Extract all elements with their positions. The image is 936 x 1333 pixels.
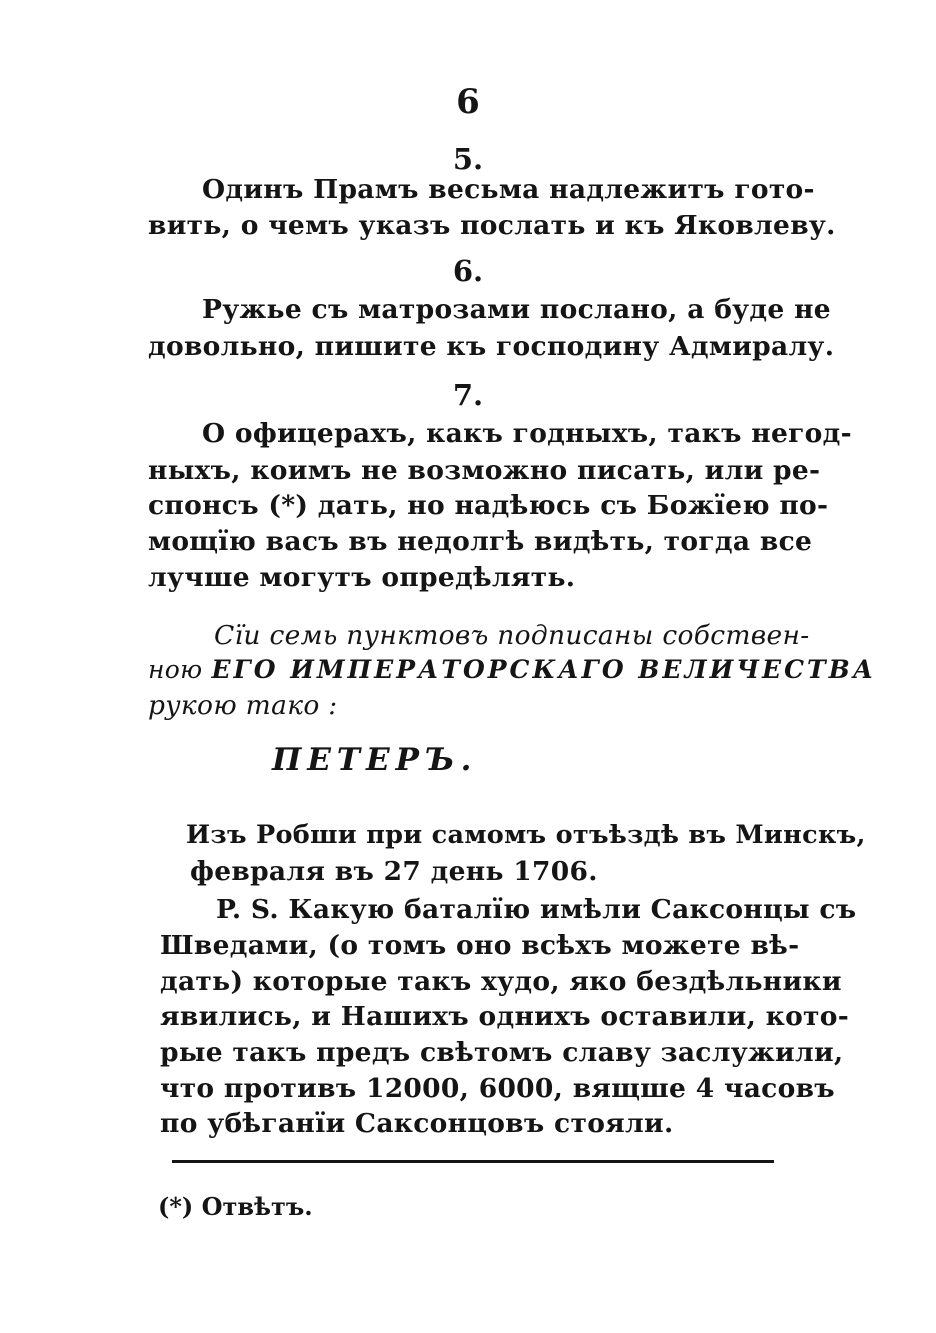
text-line: ныхъ, коимъ не возможно писать, или ре- <box>148 455 821 486</box>
postscript-line: рые такъ предъ свѣтомъ славу заслужили, <box>160 1037 844 1068</box>
text-line: Ружье съ матрозами послано, а буде не <box>202 294 831 325</box>
item-number: 6. <box>452 254 484 288</box>
item-number: 5. <box>452 142 484 176</box>
postscript-line: что противъ 12000, 6000, вящше 4 часовъ <box>160 1073 835 1104</box>
signature-note-prefix: ною <box>148 655 203 684</box>
signature-note-line <box>148 655 876 684</box>
text-line: мощїю васъ въ недолгѣ видѣть, тогда все <box>148 526 813 557</box>
text-line: лучше могутъ опредѣлять. <box>148 562 576 593</box>
postscript-line: по убѣганїи Саксонцовъ стояли. <box>160 1108 674 1139</box>
text-line: О офицерахъ, какъ годныхъ, такъ негод- <box>202 418 852 449</box>
text-line: вить, о чемъ указъ послать и къ Яковлеву. <box>148 210 836 241</box>
page-number: 6 <box>456 82 480 122</box>
text-line: спонсъ (*) дать, но надѣюсь съ Божїею по- <box>148 490 829 521</box>
postscript-line: дать) которые такъ худо, яко бездѣльники <box>160 966 842 997</box>
item-number: 7. <box>452 378 484 412</box>
signature-note-line: рукою тако : <box>148 690 338 721</box>
postscript-line: P. S. Какую баталїю имѣли Саксонцы съ <box>216 894 857 925</box>
signature: ПЕТЕРЪ. <box>272 742 478 778</box>
postscript-line: Шведами, (о томъ оно всѣхъ можете вѣ- <box>160 930 800 961</box>
text-line: довольно, пишите къ господину Адмиралу. <box>148 331 835 362</box>
dateline-line: Изъ Робши при самомъ отъѣздѣ въ Минскъ, <box>186 820 866 850</box>
text-line: Одинъ Прамъ весьма надлежитъ гото- <box>202 174 815 205</box>
footnote: (*) Отвѣтъ. <box>158 1192 313 1221</box>
signature-note-title: ЕГО ИМПЕРАТОРСКАГО ВЕЛИЧЕСТВА <box>211 655 877 684</box>
postscript-line: явились, и Нашихъ однихъ оставили, кото- <box>160 1001 850 1032</box>
footnote-rule <box>172 1160 774 1163</box>
dateline-line: февраля въ 27 день 1706. <box>190 856 598 887</box>
signature-note-line: Сїи семь пунктовъ подписаны собствен- <box>214 620 810 651</box>
